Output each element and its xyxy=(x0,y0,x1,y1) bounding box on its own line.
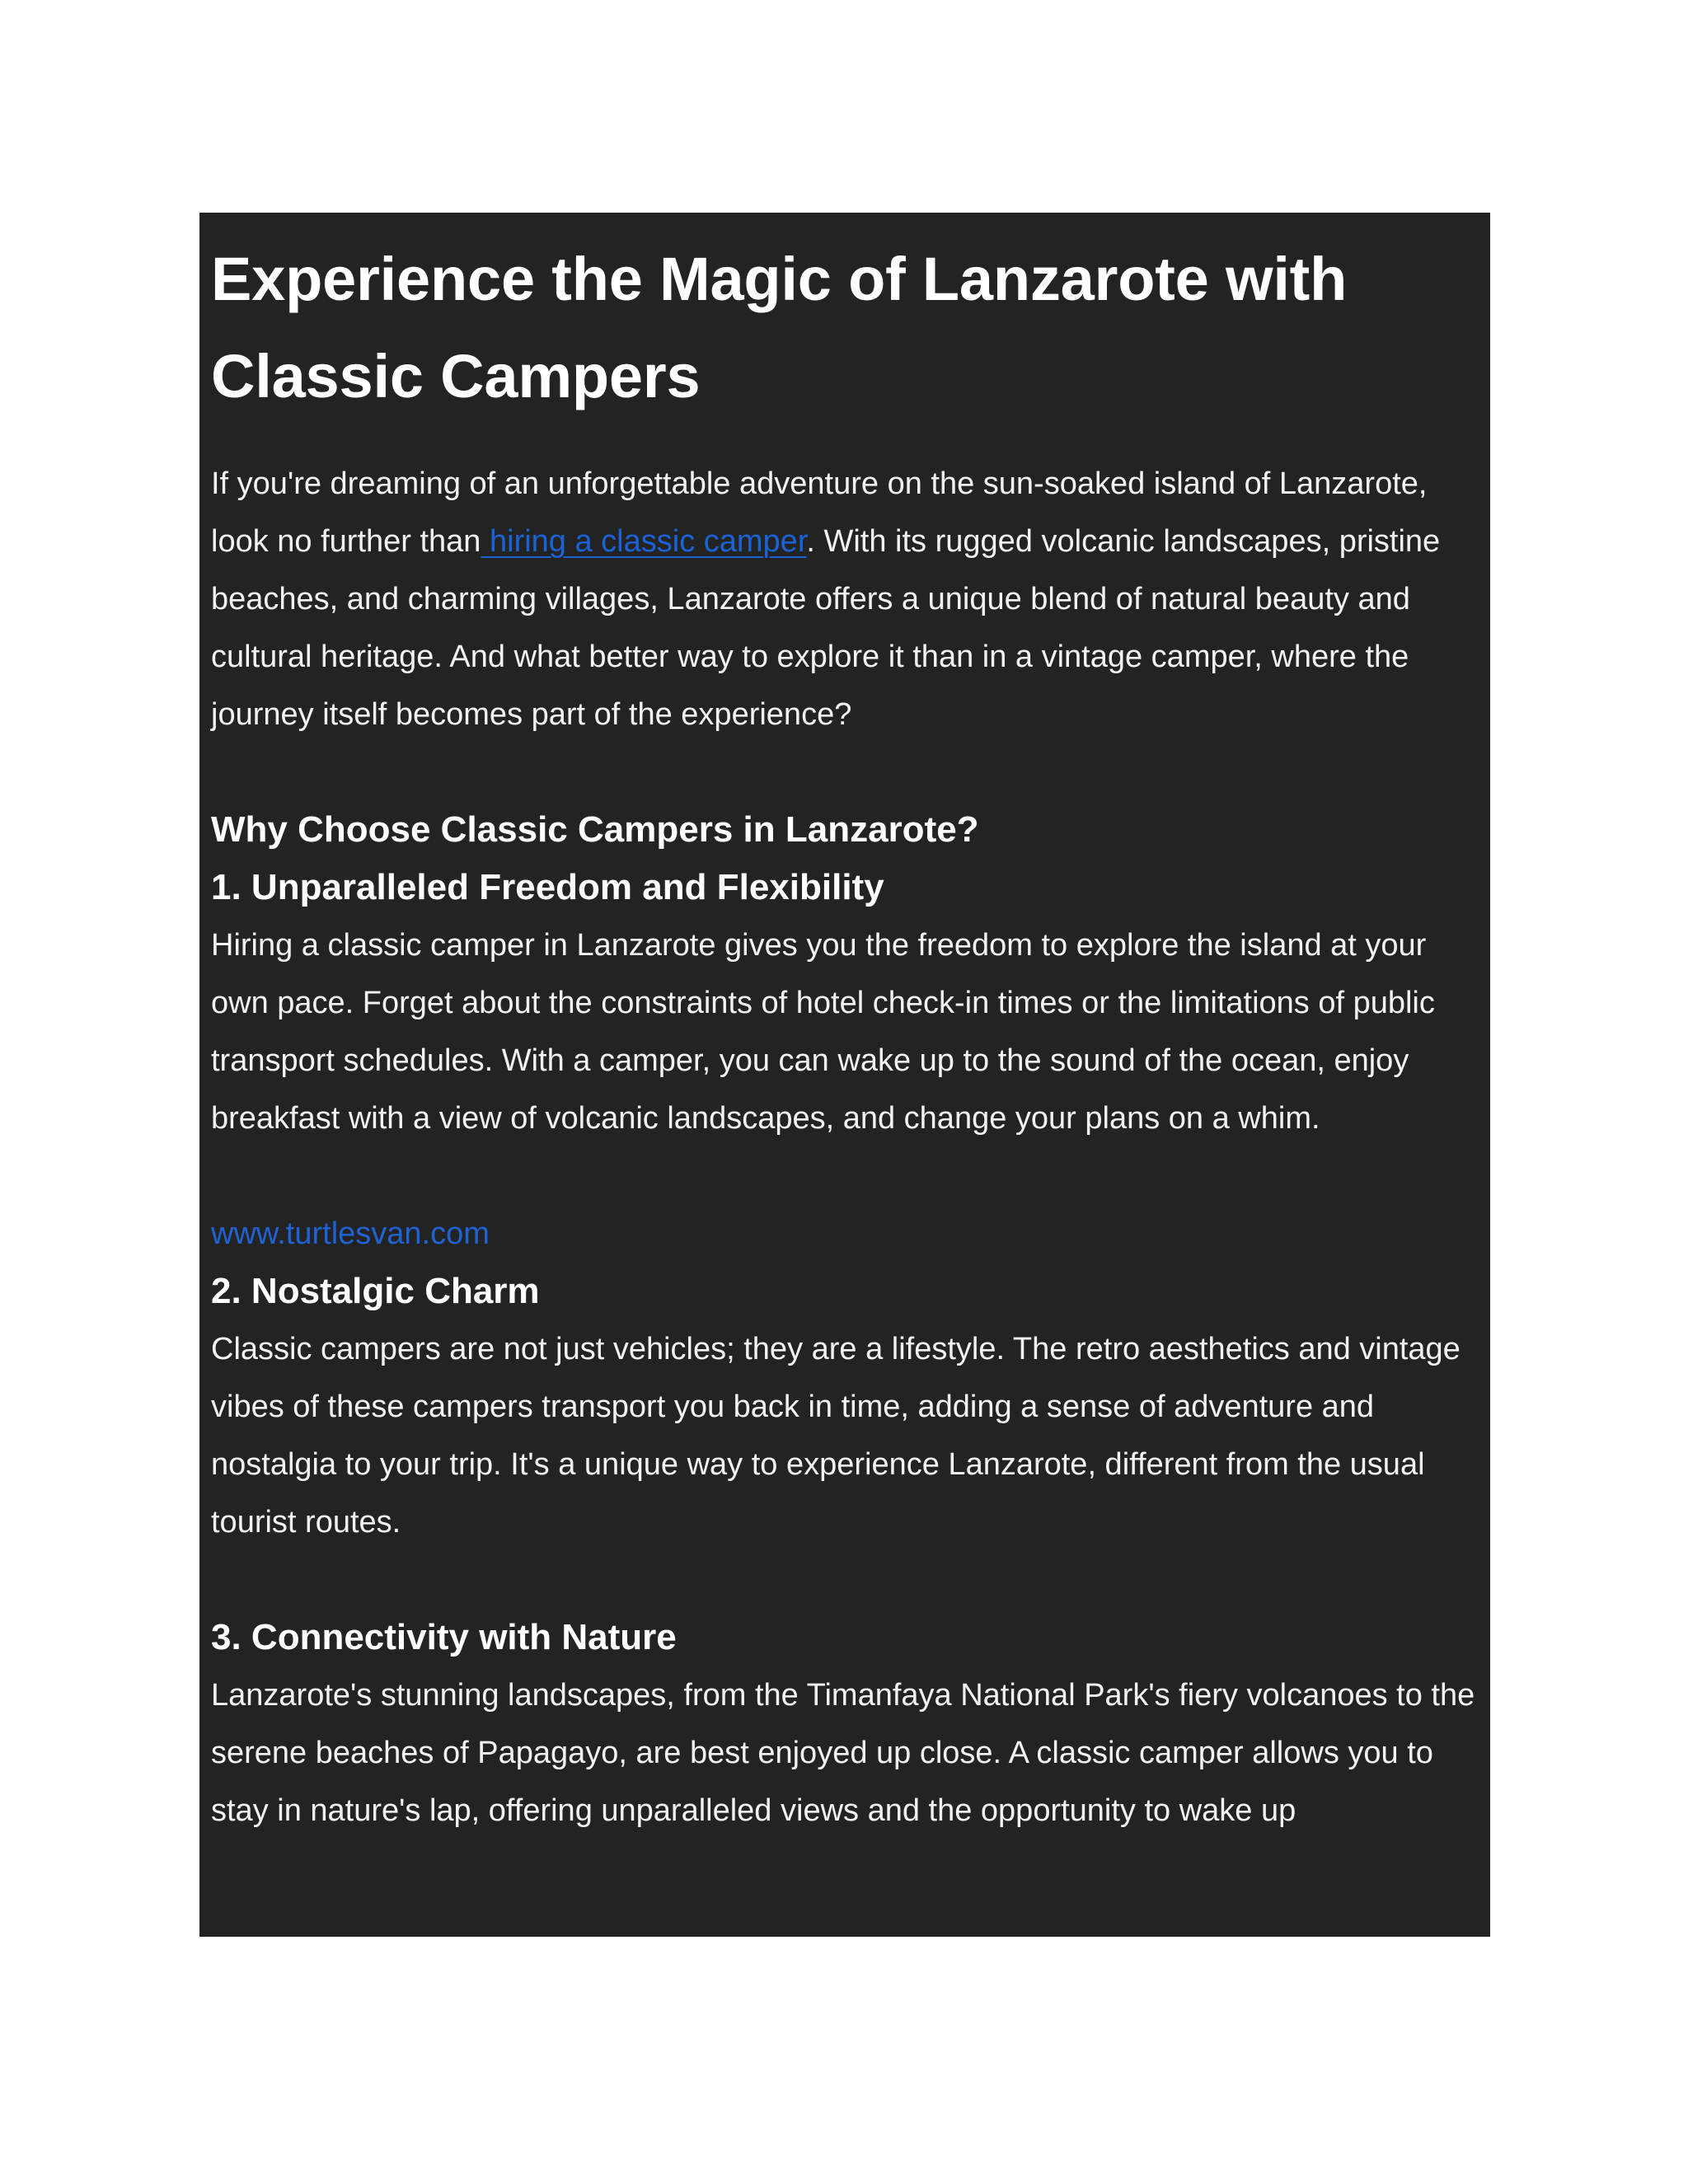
section-paragraph-1: Hiring a classic camper in Lanzarote gives you the freedom to explore the island at your own pace. Forget about the constraints of hotel check-in times or the limitations of public transport schedules. With a camper, you can wake up to the sound of the ocean, enjoy breakfast with a view of volcanic landscapes, and change your plans on a whim. xyxy=(211,928,1435,1136)
hiring-a-classic-camper-link[interactable]: hiring a classic camper xyxy=(481,524,807,559)
section-heading-3: 3. Connectivity with Nature xyxy=(211,1617,677,1657)
website-url-paragraph xyxy=(211,1205,1479,1263)
section-heading-1: 1. Unparalleled Freedom and Flexibility xyxy=(211,867,884,907)
spacer xyxy=(211,743,1479,801)
spacer xyxy=(211,1147,1479,1205)
section-intro-heading: Why Choose Classic Campers in Lanzarote? xyxy=(211,809,979,850)
website-url-link[interactable]: www.turtlesvan.com xyxy=(211,1216,490,1251)
intro-paragraph xyxy=(211,455,1479,743)
spacer xyxy=(211,425,1479,455)
spacer xyxy=(211,1551,1479,1609)
section-paragraph-2: Classic campers are not just vehicles; they are a lifestyle. The retro aesthetics and vintage vibes of these campers transport you back in time, adding a sense of adventure and nostalgia to your trip. It's a unique way to experience Lanzarote, different from the usual tourist routes. xyxy=(211,1332,1461,1540)
page-title: Experience the Magic of Lanzarote with Classic Campers xyxy=(211,245,1348,410)
intro-text-after-link: . With its rugged volcanic landscapes, pristine beaches, and charming villages, Lanzarote offers a unique blend of natural beauty and cultural heritage. And what better way to explore it than in a vintage camper, where the journey itself becomes part of the experience? xyxy=(211,524,1441,732)
section-heading-2: 2. Nostalgic Charm xyxy=(211,1271,540,1311)
article-content-block xyxy=(199,213,1490,1937)
section-paragraph-3: Lanzarote's stunning landscapes, from the Timanfaya National Park's fiery volcanoes to the serene beaches of Papagayo, are best enjoyed up close. A classic camper allows you to stay in nature's lap, offering unparalleled views and the opportunity to wake up xyxy=(211,1678,1475,1828)
intro-text-before-link: If you're dreaming of an unforgettable adventure on the sun-soaked island of Lanzarote, look no further than xyxy=(211,466,1428,559)
